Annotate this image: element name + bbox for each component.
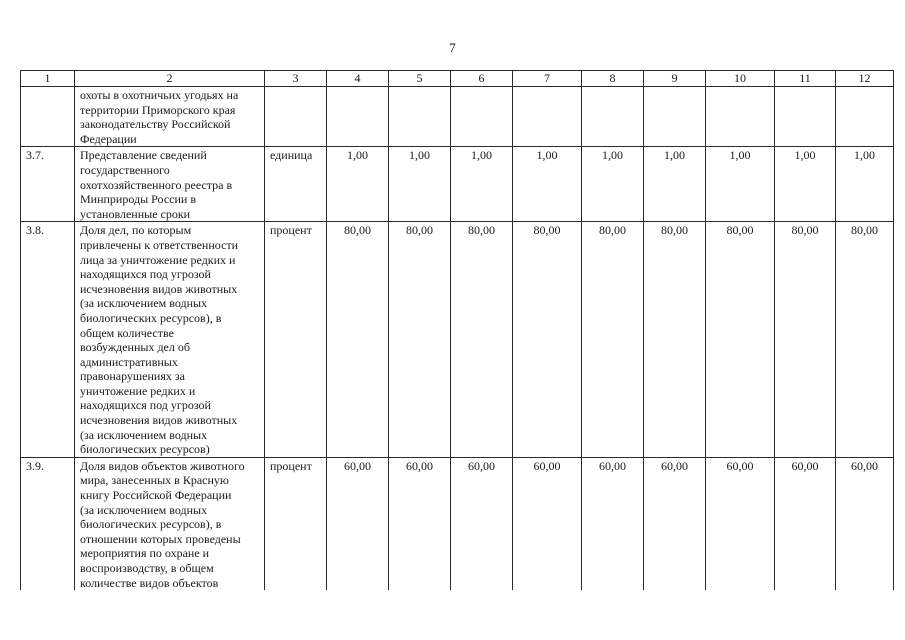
value-cell: 80,00 (775, 222, 836, 458)
value-cell: 1,00 (775, 147, 836, 222)
value-cell: 1,00 (389, 147, 451, 222)
value-cell: 80,00 (706, 222, 775, 458)
header-cell: 11 (775, 71, 836, 87)
indicator-description: охоты в охотничьих угодьях на территории Приморского края законодательству Российской Федерации (75, 87, 265, 147)
value-cell: 80,00 (582, 222, 644, 458)
value-cell: 80,00 (513, 222, 582, 458)
header-cell: 5 (389, 71, 451, 87)
header-cell: 1 (21, 71, 75, 87)
header-cell: 12 (836, 71, 894, 87)
value-cell: 1,00 (706, 147, 775, 222)
unit-cell: процент (265, 457, 327, 590)
value-cell: 80,00 (644, 222, 706, 458)
table-row (21, 147, 894, 222)
value-cell: 1,00 (513, 147, 582, 222)
value-cell: 1,00 (836, 147, 894, 222)
value-cell: 1,00 (644, 147, 706, 222)
indicator-description: Доля видов объектов животного мира, занесенных в Красную книгу Российской Федерации (за исключением водных биологических ресурсов), в отношении которых проведены мероприятия по охране и воспроизводству, в общем количестве видов объектов (75, 457, 265, 590)
value-cell: 80,00 (451, 222, 513, 458)
header-cell: 7 (513, 71, 582, 87)
row-number: 3.8. (21, 222, 75, 458)
value-cell: 80,00 (836, 222, 894, 458)
value-cell: 60,00 (775, 457, 836, 590)
page-number: 7 (449, 40, 456, 55)
value-cell: 1,00 (582, 147, 644, 222)
value-cell: 60,00 (389, 457, 451, 590)
table-row (21, 222, 894, 458)
value-cell: 80,00 (389, 222, 451, 458)
value-cell (389, 87, 451, 147)
header-cell: 9 (644, 71, 706, 87)
row-number: 3.7. (21, 147, 75, 222)
value-cell (644, 87, 706, 147)
value-cell: 1,00 (451, 147, 513, 222)
unit-cell: процент (265, 222, 327, 458)
value-cell (582, 87, 644, 147)
indicator-description: Представление сведений государственного охотхозяйственного реестра в Минприроды России в установленные сроки (75, 147, 265, 222)
value-cell: 80,00 (327, 222, 389, 458)
header-row (21, 71, 894, 87)
value-cell: 60,00 (451, 457, 513, 590)
value-cell (836, 87, 894, 147)
value-cell: 60,00 (327, 457, 389, 590)
value-cell (451, 87, 513, 147)
value-cell (706, 87, 775, 147)
header-cell: 10 (706, 71, 775, 87)
value-cell (513, 87, 582, 147)
table-row (21, 87, 894, 147)
value-cell (775, 87, 836, 147)
value-cell: 60,00 (836, 457, 894, 590)
header-cell: 6 (451, 71, 513, 87)
row-number: 3.9. (21, 457, 75, 590)
value-cell: 1,00 (327, 147, 389, 222)
indicators-table (20, 70, 894, 590)
value-cell: 60,00 (706, 457, 775, 590)
indicator-description: Доля дел, по которым привлечены к ответственности лица за уничтожение редких и находящихся под угрозой исчезновения видов животных (за исключением водных биологических ресурсов), в общем количестве возбужденных дел об административных правонарушениях за уничтожение редких и находящихся под угрозой исчезновения видов животных (за исключением водных биологических ресурсов) (75, 222, 265, 458)
value-cell: 60,00 (644, 457, 706, 590)
header-cell: 2 (75, 71, 265, 87)
value-cell: 60,00 (513, 457, 582, 590)
unit-cell: единица (265, 147, 327, 222)
unit-cell (265, 87, 327, 147)
header-cell: 4 (327, 71, 389, 87)
value-cell: 60,00 (582, 457, 644, 590)
header-cell: 8 (582, 71, 644, 87)
header-cell: 3 (265, 71, 327, 87)
row-number (21, 87, 75, 147)
table-row (21, 457, 894, 590)
value-cell (327, 87, 389, 147)
